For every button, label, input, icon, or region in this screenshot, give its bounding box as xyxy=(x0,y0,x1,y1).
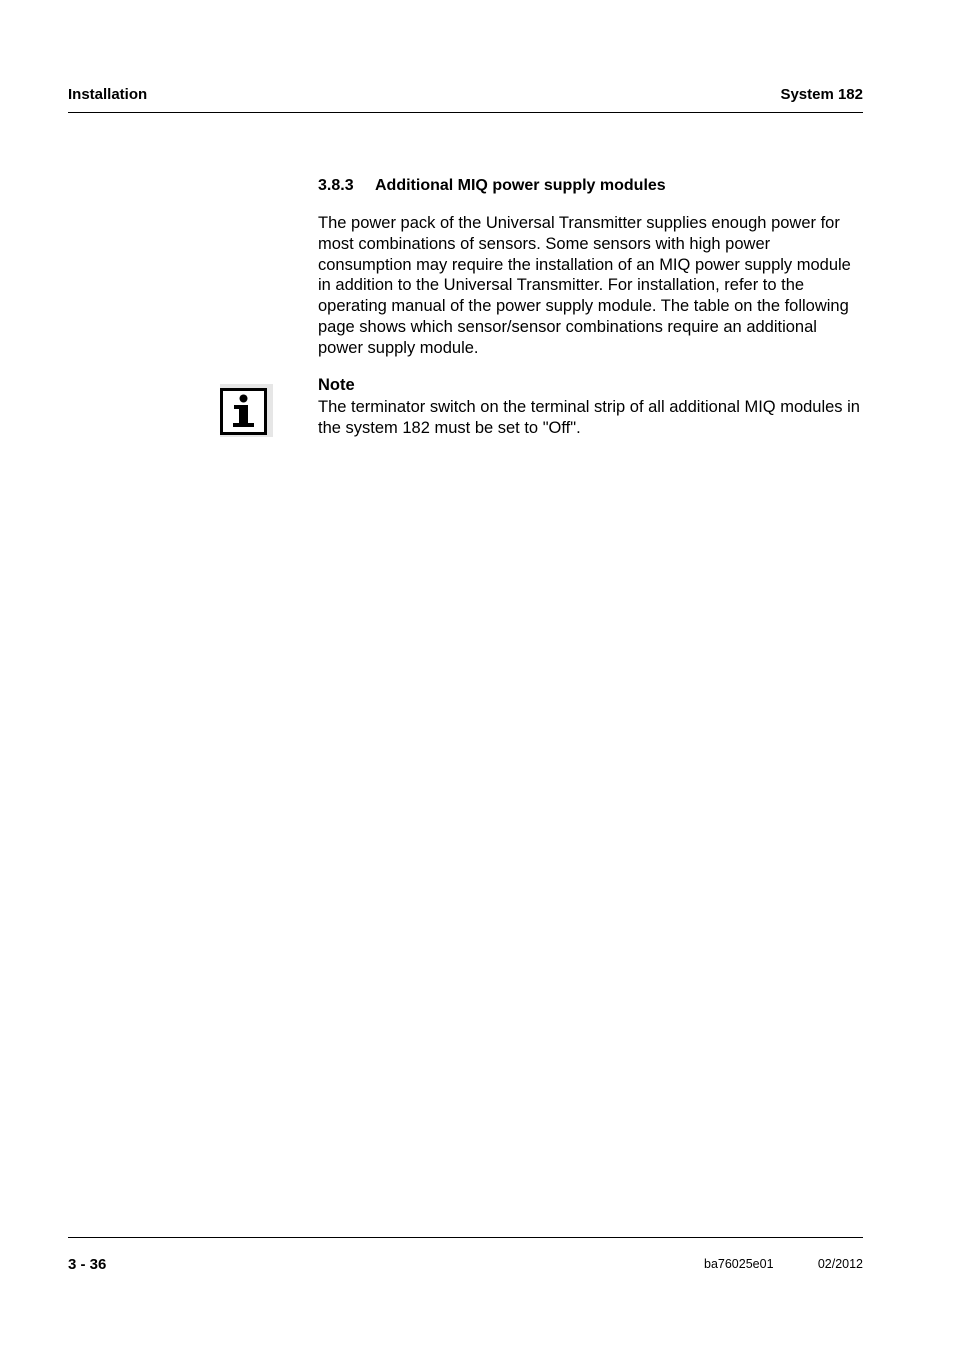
footer-page-number: 3 - 36 xyxy=(68,1256,107,1273)
info-icon xyxy=(220,384,273,437)
note-title: Note xyxy=(318,376,355,394)
section-heading xyxy=(318,177,666,195)
section-number: 3.8.3 xyxy=(318,177,354,194)
footer-doc-id: ba76025e01 xyxy=(704,1257,774,1271)
section-title: Additional MIQ power supply modules xyxy=(375,177,666,194)
body-paragraph: The power pack of the Universal Transmitter supplies enough power for most combinations of sensors. Some sensors with high power consumption may require the installation of an MIQ power supply module in addition to the Universal Transmitter. For installation, refer to the operating manual of the power supply module. The table on the following page shows which sensor/sensor combinations require an additional power supply module. xyxy=(318,214,851,357)
header-chapter: Installation xyxy=(68,86,148,103)
note-text: The terminator switch on the terminal strip of all additional MIQ modules in the system 182 must be set to "Off". xyxy=(318,398,860,437)
footer-date: 02/2012 xyxy=(817,1257,863,1271)
header-divider xyxy=(68,112,863,113)
footer-divider xyxy=(68,1237,863,1238)
header-product: System 182 xyxy=(780,86,863,103)
